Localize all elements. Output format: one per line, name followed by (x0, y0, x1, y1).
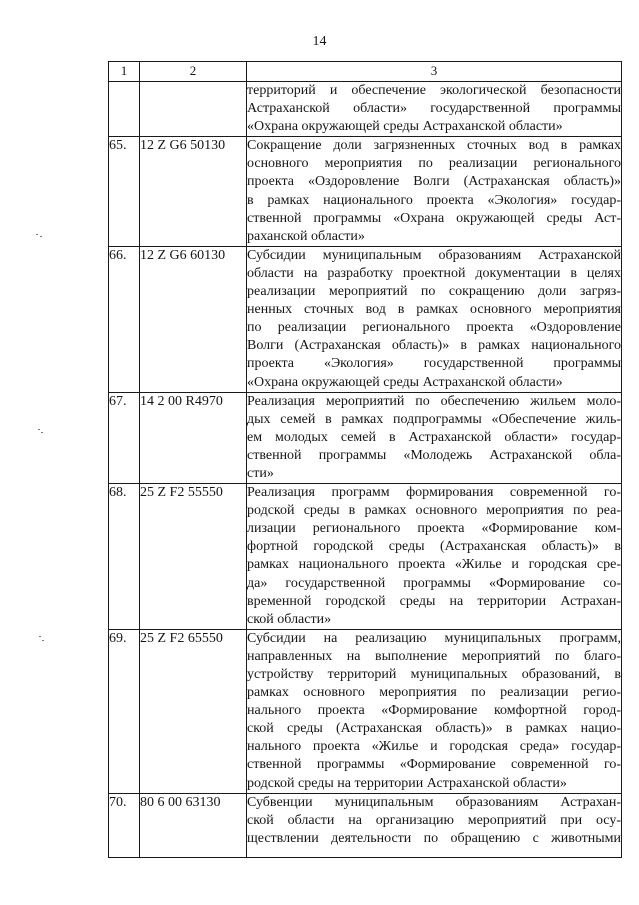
description-line: Реализация программ формирования современной го- (247, 485, 621, 501)
description-line: рамках основного мероприятия по реализации регио- (247, 685, 621, 701)
row-number: 70. (109, 793, 140, 857)
description-line: ненных сточных вод в рамках основного мероприятия (247, 302, 621, 318)
description-line: территорий и обеспечение экологической безопасности (247, 83, 621, 98)
description-line: нального проекта «Формирование комфортной город- (247, 703, 621, 719)
table-row (109, 629, 622, 793)
table-row (109, 392, 622, 483)
description-line: Астраханской области» государственной программы (247, 101, 621, 117)
table-row (109, 793, 622, 857)
description-line: «Охрана окружающей среды Астраханской области» (247, 374, 563, 390)
description-line: Волги (Астраханская область)» в рамках национального (247, 338, 621, 354)
column-header: 2 (140, 62, 247, 82)
table-row (109, 82, 622, 137)
description (247, 793, 622, 857)
row-number: 68. (109, 484, 140, 630)
budget-codes-table (108, 61, 622, 858)
row-number: 69. (109, 629, 140, 793)
description-line: проекта «Оздоровление Волги (Астраханская область)» (247, 174, 621, 190)
description-line: ственной программы «Охрана окружающей среды Аст- (247, 210, 621, 226)
description-line: ской области на организацию мероприятий при осу- (247, 812, 621, 828)
description-line: лизации регионального проекта «Формирование ком- (247, 521, 621, 537)
table-body (109, 82, 622, 858)
description-line: рамках национального проекта «Жилье и городская сре- (247, 557, 621, 573)
description-line: раханской области» (247, 228, 365, 244)
description (247, 484, 622, 630)
description-line: в рамках национального проекта «Экология» государ- (247, 192, 621, 208)
description-line: Субсидии муниципальным образованиям Астраханской (247, 247, 621, 263)
description-line: реализации мероприятий по сокращению доли загряз- (247, 284, 621, 300)
budget-code: 12 Z G6 60130 (140, 246, 247, 392)
header-row (109, 62, 622, 82)
description-line: устройству территорий муниципальных образований, в (247, 667, 621, 682)
description-line: проекта «Экология» государственной программы (247, 356, 621, 372)
description-line: дых семей в рамках подпрограммы «Обеспечение жиль- (247, 411, 621, 427)
description-line: по реализации регионального проекта «Оздоровление (247, 320, 621, 336)
description-line: основного мероприятия по реализации регионального (247, 156, 621, 172)
description-line: ществлении деятельности по обращению с животными (247, 830, 621, 846)
table-row (109, 137, 622, 247)
page-number: 14 (312, 34, 327, 49)
description-line: Реализация мероприятий по обеспечению жильем моло- (247, 393, 621, 409)
budget-code: 14 2 00 R4970 (140, 392, 247, 483)
budget-code: 25 Z F2 55550 (140, 484, 247, 630)
description (247, 82, 622, 137)
description-line: нального проекта «Жилье и городская среда» государ- (247, 739, 621, 755)
description-line: «Охрана окружающей среды Астраханской области» (247, 119, 563, 135)
budget-code: 12 Z G6 50130 (140, 137, 247, 247)
table-row (109, 484, 622, 630)
description-line: области на разработку проектной документации в целях (247, 265, 621, 281)
row-number (109, 82, 140, 137)
description-line: Сокращение доли загрязненных сточных вод в рамках (247, 138, 621, 154)
description-line: ем молодых семей в Астраханской области» государ- (247, 429, 621, 445)
description-line: Субсидии на реализацию муниципальных программ, (247, 630, 621, 646)
column-header: 1 (109, 62, 140, 82)
column-header: 3 (247, 62, 622, 82)
description-line: ской среды (Астраханская область)» в рамках нацио- (247, 721, 621, 737)
description-line: Субвенции муниципальным образованиям Астрахан- (247, 794, 621, 810)
description (247, 246, 622, 392)
budget-code: 80 6 00 63130 (140, 793, 247, 857)
description-line: родской среды на территории Астраханской области» (247, 775, 567, 791)
description-line: родской среды в рамках основного мероприятия по реа- (247, 503, 621, 519)
description-line: фортной городской среды (Астраханская область)» в (247, 539, 621, 555)
description-line: направленных на выполнение мероприятий по благо- (247, 648, 621, 664)
description-line: временной городской среды на территории Астрахан- (247, 593, 621, 609)
description-line: ственной программы «Формирование современной го- (247, 757, 621, 773)
description-line: да» государственной программы «Формирование со- (247, 575, 621, 591)
budget-code (140, 82, 247, 137)
description (247, 392, 622, 483)
budget-code: 25 Z F2 65550 (140, 629, 247, 793)
description-line: ственной программы «Молодежь Астраханской обла- (247, 447, 621, 463)
table-row (109, 246, 622, 392)
row-number: 66. (109, 246, 140, 392)
row-number: 67. (109, 392, 140, 483)
description (247, 629, 622, 793)
description-line: ской области» (247, 611, 332, 627)
description (247, 137, 622, 247)
row-number: 65. (109, 137, 140, 247)
description-line: сти» (247, 465, 274, 481)
